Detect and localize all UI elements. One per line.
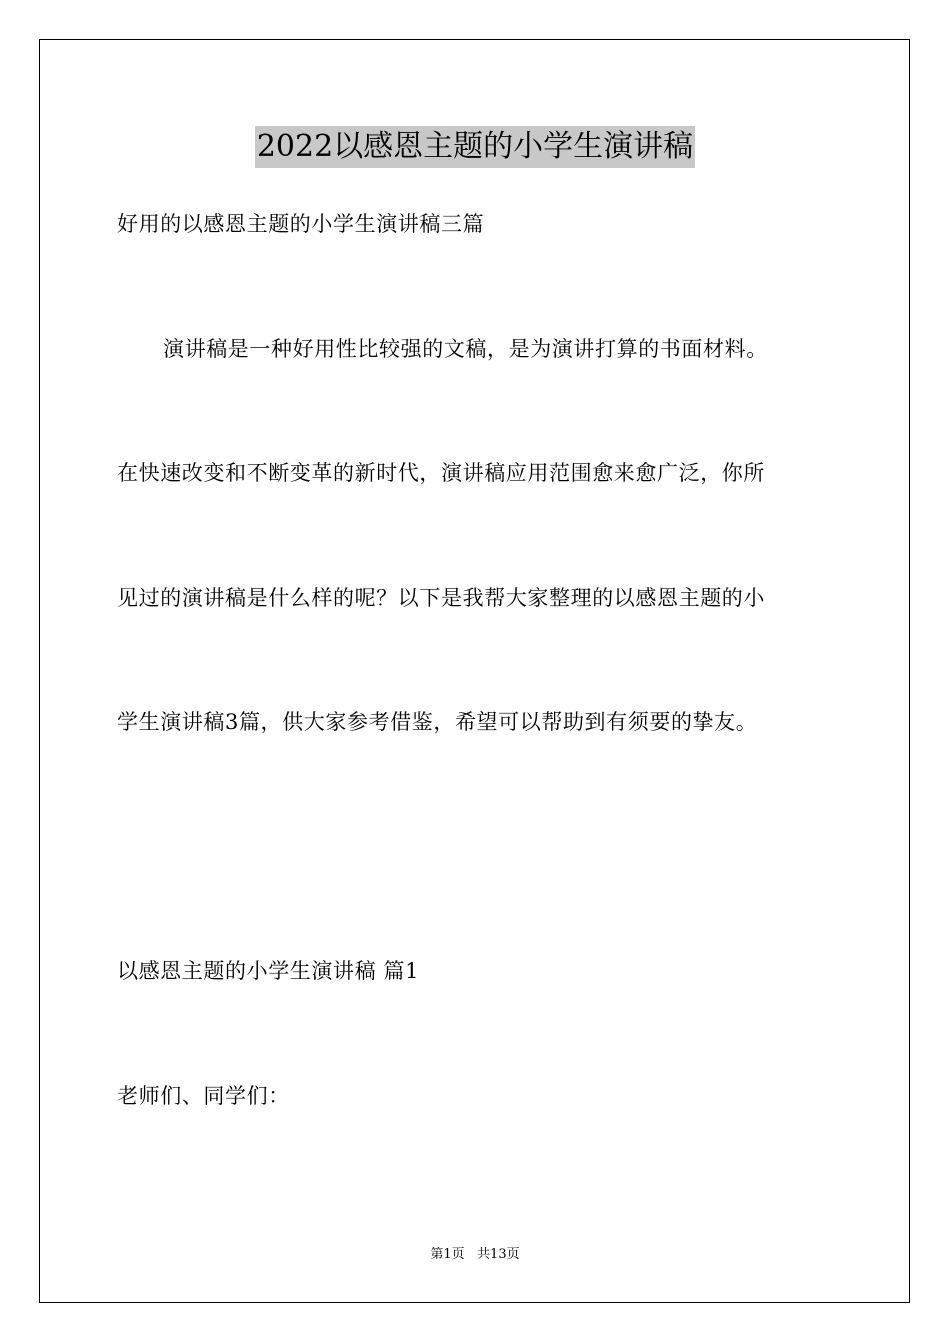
intro-line-4: 学生演讲稿3篇，供大家参考借鉴，希望可以帮助到有须要的挚友。	[117, 710, 758, 734]
intro-line-1: 演讲稿是一种好用性比较强的文稿，是为演讲打算的书面材料。	[163, 337, 768, 361]
document-title: 2022以感恩主题的小学生演讲稿	[255, 126, 695, 168]
salutation: 老师们、同学们：	[117, 1084, 290, 1108]
document-subtitle: 好用的以感恩主题的小学生演讲稿三篇	[117, 212, 485, 236]
intro-line-2: 在快速改变和不断变革的新时代，演讲稿应用范围愈来愈广泛，你所	[117, 461, 765, 485]
page-footer: 第1页 共13页	[430, 1247, 520, 1262]
title-container	[0, 126, 950, 168]
section-heading: 以感恩主题的小学生演讲稿 篇1	[117, 959, 420, 983]
intro-line-3: 见过的演讲稿是什么样的呢？以下是我帮大家整理的以感恩主题的小	[117, 586, 765, 610]
